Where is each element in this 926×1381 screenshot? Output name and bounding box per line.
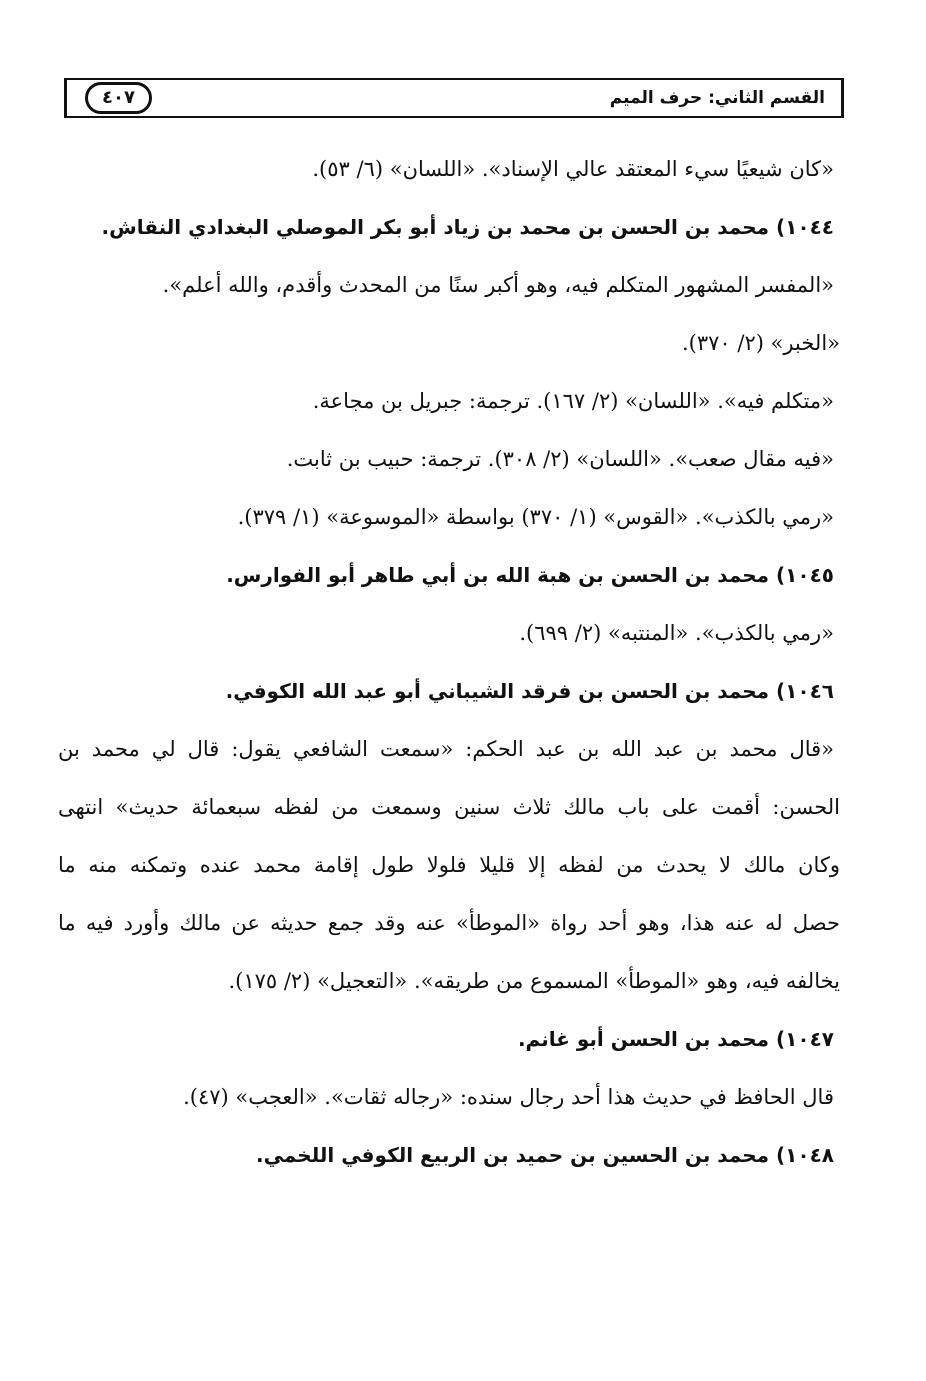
entry-heading: ١٠٤٥) محمد بن الحسن بن هبة الله بن أبي طاهر أبو الفوارس.: [226, 563, 834, 587]
entry-heading: ١٠٤٦) محمد بن الحسن بن فرقد الشيباني أبو عبد الله الكوفي.: [225, 679, 834, 703]
page-header: [64, 78, 844, 118]
text-line: «المفسر المشهور المتكلم فيه، وهو أكبر سنًا من المحدث وأقدم، والله أعلم».: [162, 273, 834, 297]
text-line: «متكلم فيه». «اللسان» (٢/ ١٦٧). ترجمة: جبريل بن مجاعة.: [312, 389, 834, 413]
text-line: «قال محمد بن عبد الله بن عبد الحكم: «سمعت الشافعي يقول: قال لي محمد بن: [58, 737, 834, 761]
text-line: الحسن: أقمت على باب مالك ثلاث سنين وسمعت من لفظه سبعمائة حديث» انتهى: [58, 795, 840, 819]
entry-heading: ١٠٤٨) محمد بن الحسين بن حميد بن الربيع الكوفي اللخمي.: [256, 1143, 834, 1167]
entry-heading: ١٠٤٧) محمد بن الحسن أبو غانم.: [517, 1027, 834, 1051]
text-line: «رمي بالكذب». «القوس» (١/ ٣٧٠) بواسطة «الموسوعة» (١/ ٣٧٩).: [237, 505, 834, 529]
text-line: «رمي بالكذب». «المنتبه» (٢/ ٦٩٩).: [519, 621, 834, 645]
text-line: «كان شيعيًا سيء المعتقد عالي الإسناد». «اللسان» (٦/ ٥٣).: [312, 157, 834, 181]
entry-heading: ١٠٤٤) محمد بن الحسن بن محمد بن زياد أبو بكر الموصلي البغدادي النقاش.: [101, 215, 834, 239]
page-number: ٤٠٧: [85, 82, 152, 114]
text-line: «فيه مقال صعب». «اللسان» (٢/ ٣٠٨). ترجمة: حبيب بن ثابت.: [286, 447, 834, 471]
page-body: [58, 140, 840, 1184]
section-title: القسم الثاني: حرف الميم: [609, 88, 825, 108]
text-line: يخالفه فيه، وهو «الموطأ» المسموع من طريقه». «التعجيل» (٢/ ١٧٥).: [228, 969, 840, 993]
text-line: وكان مالك لا يحدث من لفظه إلا قليلا فلولا طول إقامة محمد عنده وتمكنه منه ما: [58, 853, 840, 877]
text-line: قال الحافظ في حديث هذا أحد رجال سنده: «رجاله ثقات». «العجب» (٤٧).: [183, 1085, 834, 1109]
text-line: «الخبر» (٢/ ٣٧٠).: [681, 331, 840, 355]
text-line: حصل له عنه هذا، وهو أحد رواة «الموطأ» عنه وقد جمع حديثه عن مالك وأورد فيه ما: [58, 911, 840, 935]
